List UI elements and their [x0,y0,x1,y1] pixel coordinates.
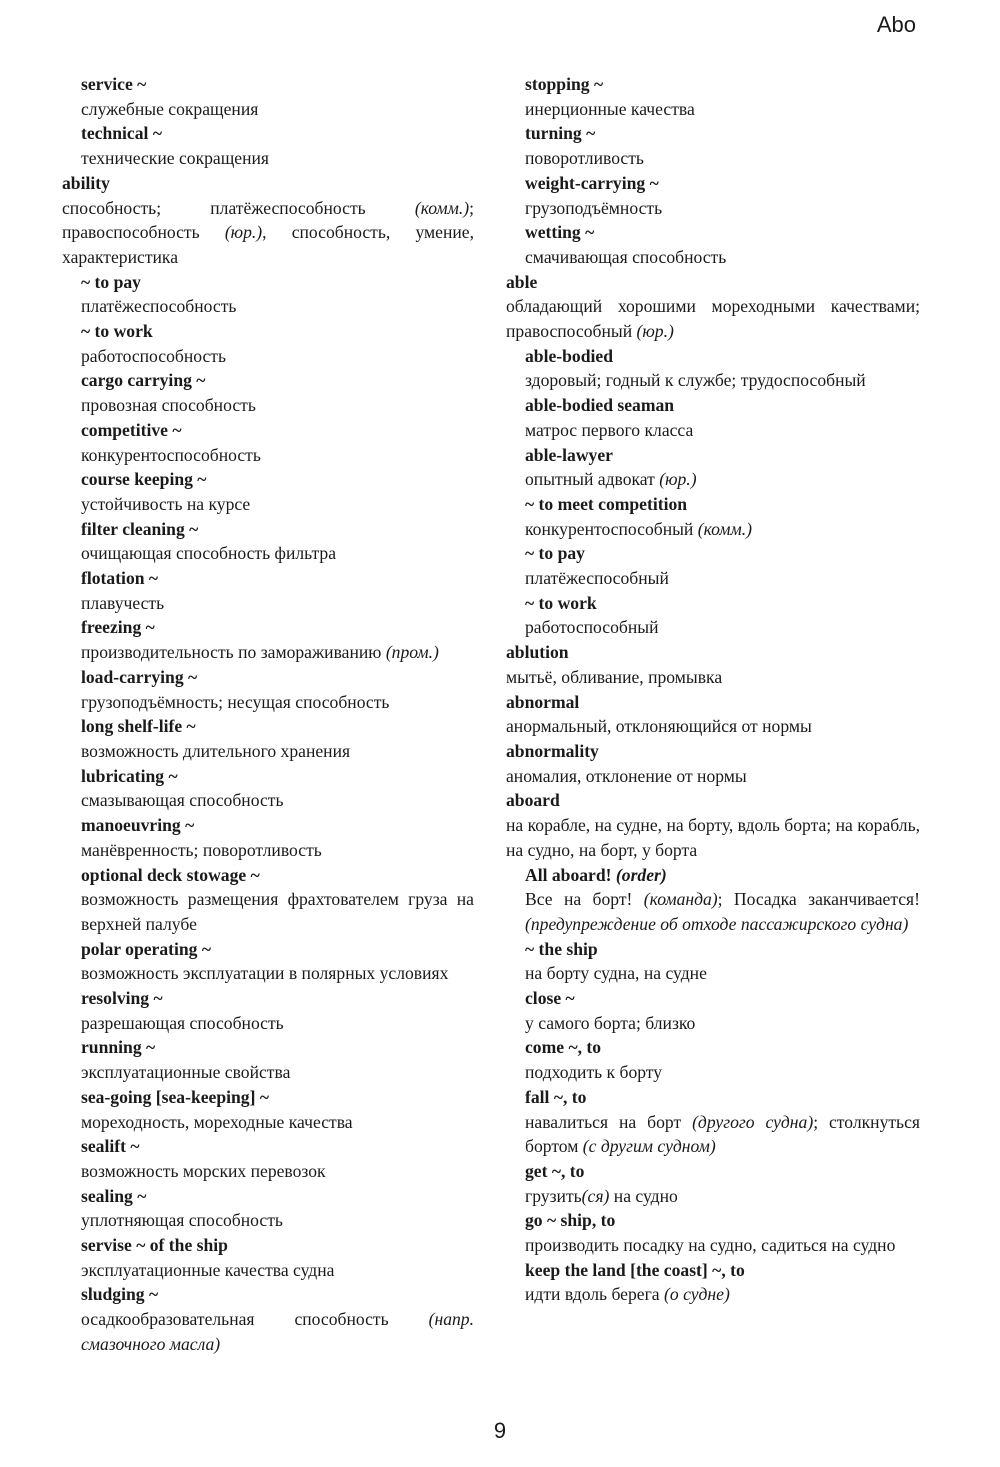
subentry: sludging ~ [81,1284,159,1305]
subentry: competitive ~ [81,419,182,440]
subentry: ~ the ship [525,938,598,959]
definition: Все на борт! (команда); Посадка заканчивается! (предупреждение об отходе пассажирского судна) [525,889,920,934]
running-head: Abo [876,12,916,37]
subentry: wetting ~ [525,222,595,243]
definition: возможность эксплуатации в полярных условиях [81,963,449,984]
subentry: filter cleaning ~ [81,518,199,539]
subentry: sealing ~ [81,1185,147,1206]
definition: грузоподъёмность; несущая способность [81,691,390,712]
definition: подходить к борту [525,1062,663,1083]
definition: здоровый; годный к службе; трудоспособный [525,370,866,391]
subentry: service ~ [81,74,147,94]
subentry: servise ~ of the ship [81,1235,228,1256]
definition: смазывающая способность [81,790,284,811]
headword: abnormal [506,691,580,712]
definition: анормальный, отклоняющийся от нормы [506,716,812,737]
definition: на борту судна, на судне [525,963,707,984]
definition: уплотняющая способность [81,1210,283,1231]
subentry: load-carrying ~ [81,666,198,687]
subentry: ~ to pay [81,271,141,292]
subentry: running ~ [81,1037,156,1058]
definition: смачивающая способность [525,246,727,267]
definition: работоспособность [81,345,227,366]
subentry: stopping ~ [525,74,604,94]
definition: служебные сокращения [81,98,259,119]
definition: возможность размещения фрахтователем груза на верхней палубе [81,889,474,934]
definition: поворотливость [525,148,644,169]
headword: ability [62,172,110,193]
definition: плавучесть [81,592,165,613]
headword: able [506,271,538,292]
subentry: lubricating ~ [81,765,178,786]
subentry: fall ~, to [525,1086,587,1107]
definition: конкурентоспособность [81,444,261,465]
subentry: keep the land [the coast] ~, to [525,1259,745,1280]
definition: обладающий хорошими мореходными качествами; правоспособный (юр.) [506,296,920,342]
definition: разрешающая способность [81,1012,284,1033]
definition: производительность по замораживанию (пром.) [81,642,439,663]
subentry: able-bodied seaman [525,395,675,416]
subentry: close ~ [525,988,575,1009]
subentry: get ~, to [525,1160,585,1181]
left-column [62,72,474,1357]
subentry: cargo carrying ~ [81,370,206,391]
definition: устойчивость на курсе [81,493,251,514]
definition: мытьё, обливание, промывка [506,666,723,687]
subentry: manoeuvring ~ [81,815,195,836]
definition: на корабле, на судне, на борту, вдоль борта; на корабль, на судно, на борт, у борта [506,815,920,860]
subentry: able-bodied [525,345,613,366]
subentry: able-lawyer [525,444,613,465]
definition: способность; платёжеспособность (комм.); правоспособность (юр.), способность, умение, характеристика [62,197,475,267]
subentry: long shelf-life ~ [81,716,196,737]
definition: идти вдоль берега (о судне) [525,1284,730,1305]
subentry: All aboard! (order) [525,864,667,885]
headword: abnormality [506,740,599,761]
subentry: sealift ~ [81,1136,140,1157]
definition: возможность длительного хранения [81,740,351,761]
definition: инерционные качества [525,98,695,119]
definition: эксплуатационные качества судна [81,1259,335,1280]
subentry: technical ~ [81,123,162,144]
subentry: ~ to work [81,321,153,342]
definition: мореходность, мореходные качества [81,1111,353,1132]
definition: производить посадку на судно, садиться на судно [525,1235,896,1256]
subentry: optional deck stowage ~ [81,864,260,885]
subentry: turning ~ [525,123,596,144]
definition: возможность морских перевозок [81,1160,326,1181]
subentry: ~ to pay [525,543,585,564]
definition: опытный адвокат (юр.) [525,469,697,490]
definition: платёжеспособность [81,296,237,317]
definition: очищающая способность фильтра [81,543,336,564]
subentry: come ~, to [525,1037,602,1058]
subentry: flotation ~ [81,568,159,589]
subentry: freezing ~ [81,617,155,638]
headword: aboard [506,790,560,811]
definition: у самого борта; близко [525,1012,696,1033]
definition: платёжеспособный [525,568,669,589]
right-column [506,72,920,1307]
definition: манёвренность; поворотливость [81,839,322,860]
definition: осадкообразовательная способность (напр. смазочного масла) [81,1309,474,1354]
subentry: polar operating ~ [81,938,212,959]
definition: грузить(ся) на судно [525,1185,678,1206]
page-number: 9 [493,1418,507,1443]
subentry: ~ to meet competition [525,493,688,514]
definition: конкурентоспособный (комм.) [525,518,753,539]
definition: матрос первого класса [525,419,694,440]
definition: эксплуатационные свойства [81,1062,291,1083]
subentry: sea-going [sea-keeping] ~ [81,1086,270,1107]
definition: провозная способность [81,395,256,416]
headword: ablution [506,642,569,663]
definition: аномалия, отклонение от нормы [506,765,747,786]
subentry: weight-carrying ~ [525,172,659,193]
subentry: ~ to work [525,592,597,613]
subentry: go ~ ship, to [525,1210,616,1231]
definition: грузоподъёмность [525,197,663,218]
definition: навалиться на борт (другого судна); столкнуться бортом (с другим судном) [525,1111,920,1157]
definition: технические сокращения [81,148,270,169]
definition: работоспособный [525,617,659,638]
subentry: resolving ~ [81,988,163,1009]
subentry: course keeping ~ [81,469,207,490]
